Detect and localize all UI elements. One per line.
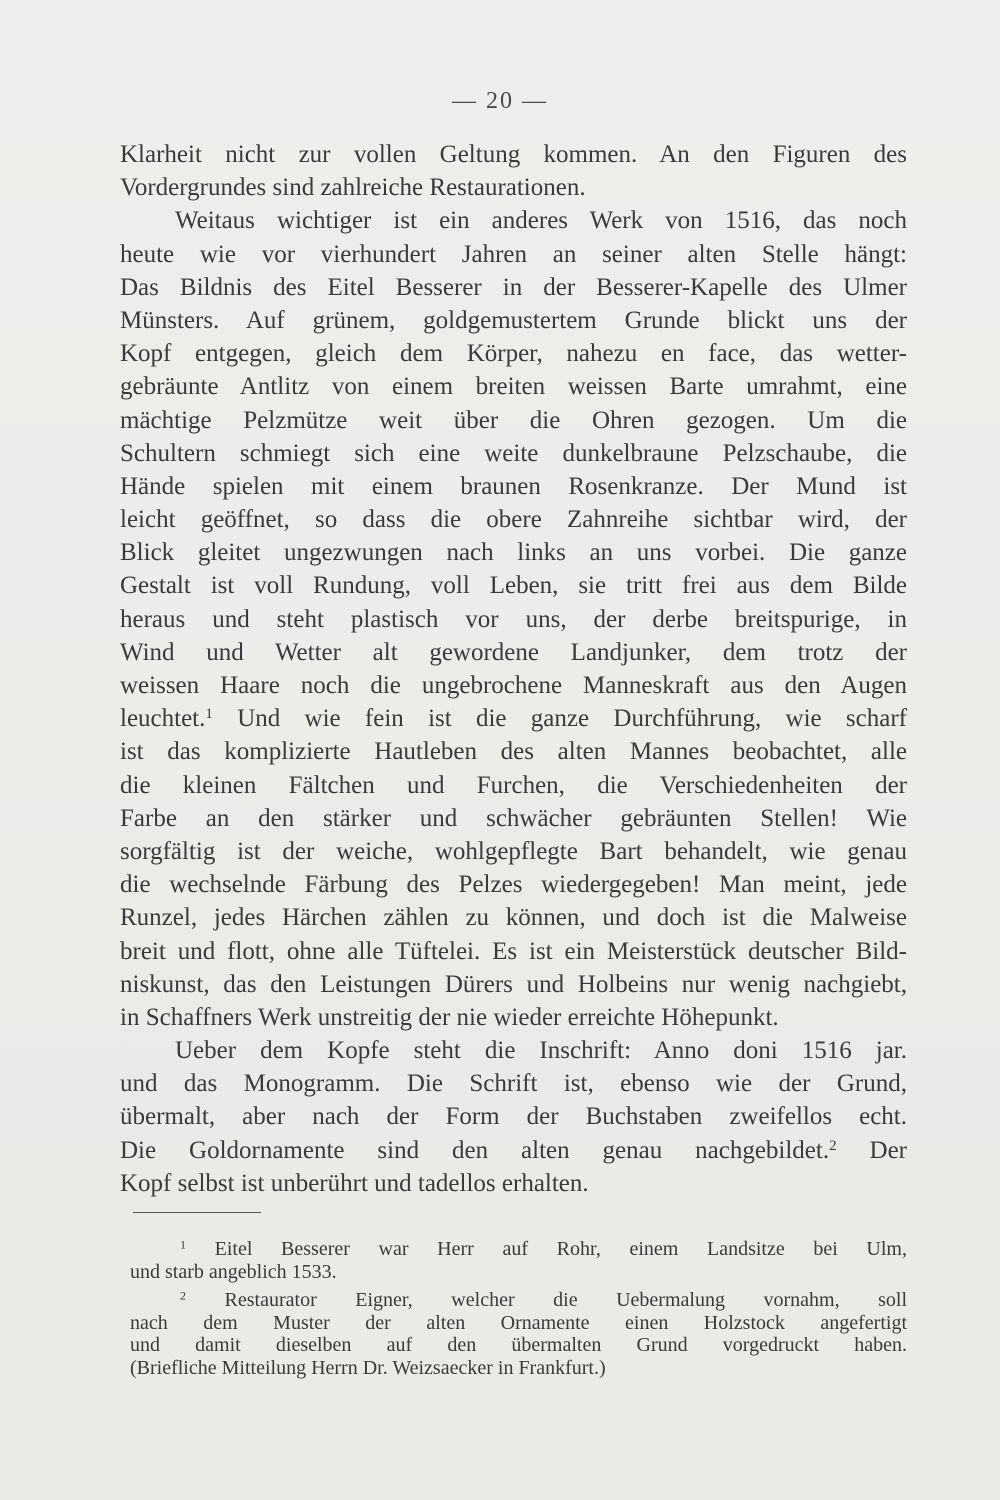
text-line: Münsters. Auf grünem, goldgemustertem Grunde blickt uns der [120, 306, 907, 334]
text-line: Wind und Wetter alt gewordene Landjunker, dem trotz der [120, 638, 907, 666]
footnote-1-line [130, 1238, 907, 1261]
text-line-composite [120, 702, 907, 735]
text-line: heraus und steht plastisch vor uns, der derbe breitspurige, in [120, 605, 907, 633]
text-line: gebräunte Antlitz von einem breiten weissen Barte umrahmt, eine [120, 373, 907, 401]
text-line: heute wie vor vierhundert Jahren an seiner alten Stelle hängt: [120, 240, 907, 268]
footnote-2-line: nach dem Muster der alten Ornamente einen Holzstock angefertigt [130, 1311, 907, 1334]
text-fragment: Die Goldornamente sind den alten genau nachgebildet. [120, 1136, 830, 1164]
text-line: in Schaffners Werk unstreitig der nie wieder erreichte Höhepunkt. [120, 1003, 779, 1031]
text-line: Schultern schmiegt sich eine weite dunkelbraune Pelzschaube, die [120, 439, 907, 467]
text-line: Das Bildnis des Eitel Besserer in der Besserer-Kapelle des Ulmer [120, 273, 907, 301]
text-line: Blick gleitet ungezwungen nach links an uns vorbei. Die ganze [120, 539, 907, 567]
text-line: Weitaus wichtiger ist ein anderes Werk von 1516, das noch [175, 207, 907, 235]
footnote-2-line: und damit dieselben auf den übermalten Grund vorgedruckt haben. [130, 1334, 907, 1356]
text-line: die wechselnde Färbung des Pelzes wiedergegeben! Man meint, jede [120, 871, 907, 899]
text-line: Vordergrundes sind zahlreiche Restaurationen. [120, 174, 586, 202]
text-line: Kopf selbst ist unberührt und tadellos erhalten. [120, 1169, 589, 1197]
text-line: leicht geöffnet, so dass die obere Zahnreihe sichtbar wird, der [120, 506, 907, 534]
text-line: Runzel, jedes Härchen zählen zu können, und doch ist die Malweise [120, 904, 907, 932]
footnote-ref-1[interactable]: 1 [205, 705, 213, 722]
text-fragment: Der [869, 1136, 908, 1164]
text-line: niskunst, das den Leistungen Dürers und Holbeins nur wenig nachgiebt, [120, 970, 907, 998]
text-line: übermalt, aber nach der Form der Buchstaben zweifellos echt. [120, 1103, 907, 1131]
text-line: ist das komplizierte Hautleben des alten Mannes beobachtet, alle [120, 738, 907, 766]
footnote-separator [133, 1212, 261, 1213]
footnote-ref-2[interactable]: 2 [829, 1137, 837, 1154]
text-line: Hände spielen mit einem braunen Rosenkranze. Der Mund ist [120, 472, 907, 500]
text-line: Ueber dem Kopfe steht die Inschrift: Anno doni 1516 jar. [175, 1037, 907, 1065]
text-line: Gestalt ist voll Rundung, voll Leben, sie tritt frei aus dem Bilde [120, 572, 907, 600]
footnote-marker-2: 2 [180, 1288, 186, 1303]
body-text [120, 138, 907, 1200]
text-line: Klarheit nicht zur vollen Geltung kommen. An den Figuren des [120, 141, 907, 168]
text-line: mächtige Pelzmütze weit über die Ohren gezogen. Um die [120, 406, 907, 434]
text-line: Kopf entgegen, gleich dem Körper, nahezu en face, das wetter- [120, 340, 907, 368]
text-line: breit und flott, ohne alle Tüftelei. Es ist ein Meisterstück deutscher Bild- [120, 937, 907, 965]
text-line: die kleinen Fältchen und Furchen, die Verschiedenheiten der [120, 771, 907, 799]
text-fragment: Restaurator Eigner, welcher die Uebermalung vornahm, soll [224, 1289, 908, 1311]
footnote-2-line: (Briefliche Mitteilung Herrn Dr. Weizsaecker in Frankfurt.) [130, 1356, 606, 1379]
text-line: sorgfältig ist der weiche, wohlgepflegte Bart behandelt, wie genau [120, 837, 907, 865]
footnote-marker-1: 1 [180, 1237, 186, 1252]
text-fragment: leuchtet. [120, 705, 206, 733]
text-fragment: Eitel Besserer war Herr auf Rohr, einem Landsitze bei Ulm, [214, 1238, 907, 1260]
text-line: weissen Haare noch die ungebrochene Manneskraft aus den Augen [120, 672, 907, 699]
text-line: und das Monogramm. Die Schrift ist, ebenso wie der Grund, [120, 1070, 907, 1098]
footnote-1-line: und starb angeblich 1533. [130, 1260, 337, 1283]
text-line: Farbe an den stärker und schwächer gebräunten Stellen! Wie [120, 804, 907, 832]
page-number: — 20 — [452, 88, 548, 114]
text-line-composite [120, 1134, 907, 1167]
footnotes [130, 1238, 907, 1379]
text-fragment: Und wie fein ist die ganze Durchführung, wie scharf [237, 705, 908, 733]
footnote-2-line [130, 1289, 907, 1312]
